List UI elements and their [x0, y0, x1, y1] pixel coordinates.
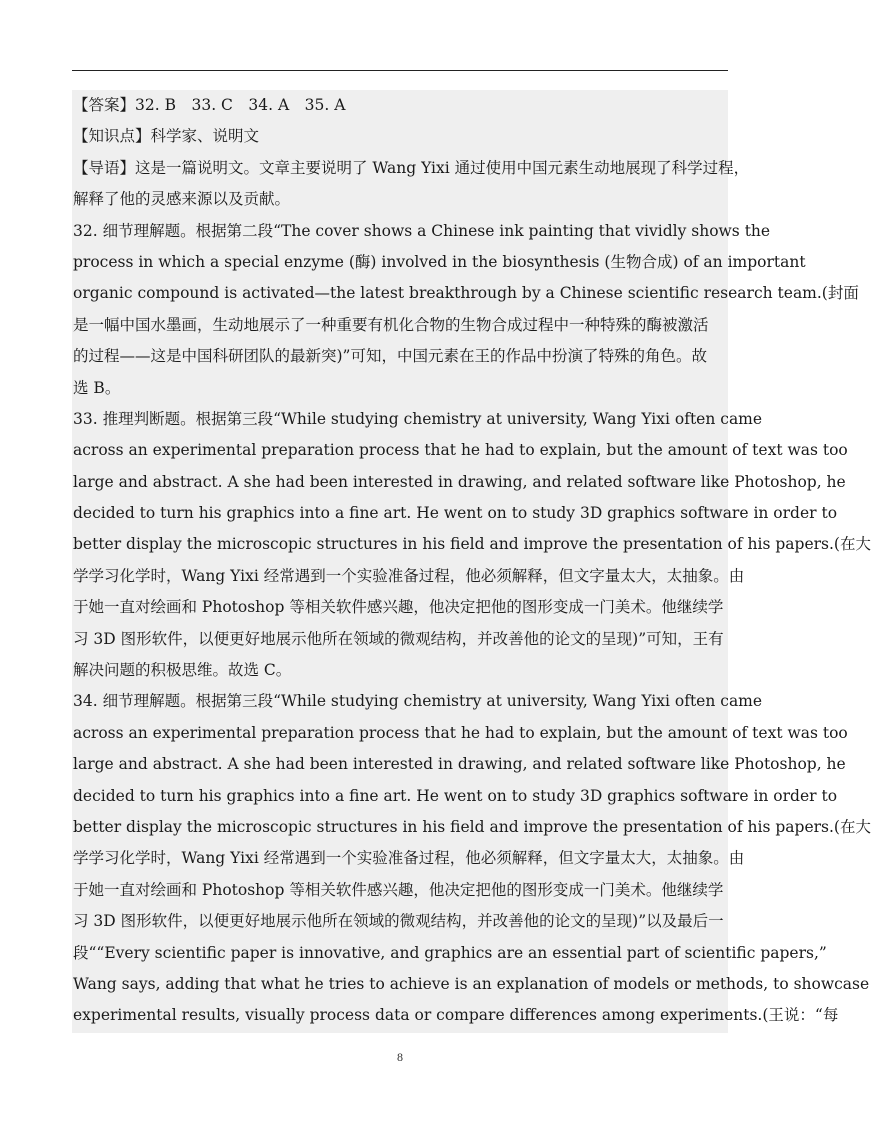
intro-line: 【导语】这是一篇说明文。文章主要说明了 Wang Yixi 通过使用中国元素生动地展现了科学过程， [73, 158, 750, 177]
q32-explanation-line: organic compound is activated—the latest breakthrough by a Chinese scientific research team.(封面 [73, 284, 859, 303]
q34-explanation-line: decided to turn his graphics into a fine art. He went on to study 3D graphics software in order to [73, 786, 838, 805]
q34-explanation-line: 于她一直对绘画和 Photoshop 等相关软件感兴趣，他决定把他的图形变成一门美术。他继续学 [73, 880, 724, 899]
intro-line: 解释了他的灵感来源以及贡献。 [73, 190, 291, 209]
header-rule [72, 70, 728, 71]
q33-explanation-line: 解决问题的积极思维。故选 C。 [73, 661, 292, 680]
q34-explanation-line: 学学习化学时，Wang Yixi 经常遇到一个实验准备过程，他必须解释，但文字量太大，太抽象。由 [73, 849, 745, 868]
q33-explanation-line: 学学习化学时，Wang Yixi 经常遇到一个实验准备过程，他必须解释，但文字量太大，太抽象。由 [73, 566, 745, 585]
q34-explanation-line: 习 3D 图形软件，以便更好地展示他所在领域的微观结构，并改善他的论文的呈现)”以及最后一 [73, 912, 724, 931]
q33-explanation-line: large and abstract. A she had been interested in drawing, and related software like Photoshop, he [73, 472, 846, 491]
q34-explanation-line: experimental results, visually process data or compare differences among experiments.(王说：“每 [73, 1006, 839, 1025]
q32-explanation-line: 是一幅中国水墨画，生动地展示了一种重要有机化合物的生物合成过程中一种特殊的酶被激活 [73, 315, 709, 334]
q32-explanation-line: 选 B。 [73, 378, 121, 397]
q34-explanation-line: better display the microscopic structures in his field and improve the presentation of his papers.(在大 [73, 817, 871, 836]
answer-explanation-block [72, 90, 871, 1033]
q32-explanation-line: 32. 细节理解题。根据第二段“The cover shows a Chinese ink painting that vividly shows the [73, 221, 771, 240]
answer-key-line: 【答案】32. B 33. C 34. A 35. A [73, 96, 346, 114]
q32-explanation-line: process in which a special enzyme (酶) involved in the biosynthesis (生物合成) of an important [73, 252, 806, 271]
q34-explanation-line: large and abstract. A she had been interested in drawing, and related software like Photoshop, he [73, 755, 846, 774]
q33-explanation-line: 于她一直对绘画和 Photoshop 等相关软件感兴趣，他决定把他的图形变成一门美术。他继续学 [73, 598, 724, 617]
q33-explanation-line: across an experimental preparation process that he had to explain, but the amount of text was too [73, 441, 848, 460]
q33-explanation-line: 33. 推理判断题。根据第三段“While studying chemistry at university, Wang Yixi often came [73, 409, 763, 428]
q34-explanation-line: 段““Every scientific paper is innovative, and graphics are an essential part of scientific papers,” [73, 943, 827, 962]
page-number: 8 [397, 1050, 403, 1064]
q32-explanation-line: 的过程——这是中国科研团队的最新突)”可知，中国元素在王的作品中扮演了特殊的角色。故 [73, 347, 707, 366]
q34-explanation-line: across an experimental preparation process that he had to explain, but the amount of text was too [73, 723, 848, 742]
q33-explanation-line: 习 3D 图形软件，以便更好地展示他所在领域的微观结构，并改善他的论文的呈现)”可知，王有 [73, 629, 724, 648]
q33-explanation-line: decided to turn his graphics into a fine art. He went on to study 3D graphics software in order to [73, 504, 838, 523]
knowledge-point-line: 【知识点】科学家、说明文 [73, 127, 260, 146]
q34-explanation-line: 34. 细节理解题。根据第三段“While studying chemistry at university, Wang Yixi often came [73, 692, 763, 711]
q33-explanation-line: better display the microscopic structures in his field and improve the presentation of his papers.(在大 [73, 535, 871, 554]
q34-explanation-line: Wang says, adding that what he tries to achieve is an explanation of models or methods, to showcase [73, 974, 870, 993]
